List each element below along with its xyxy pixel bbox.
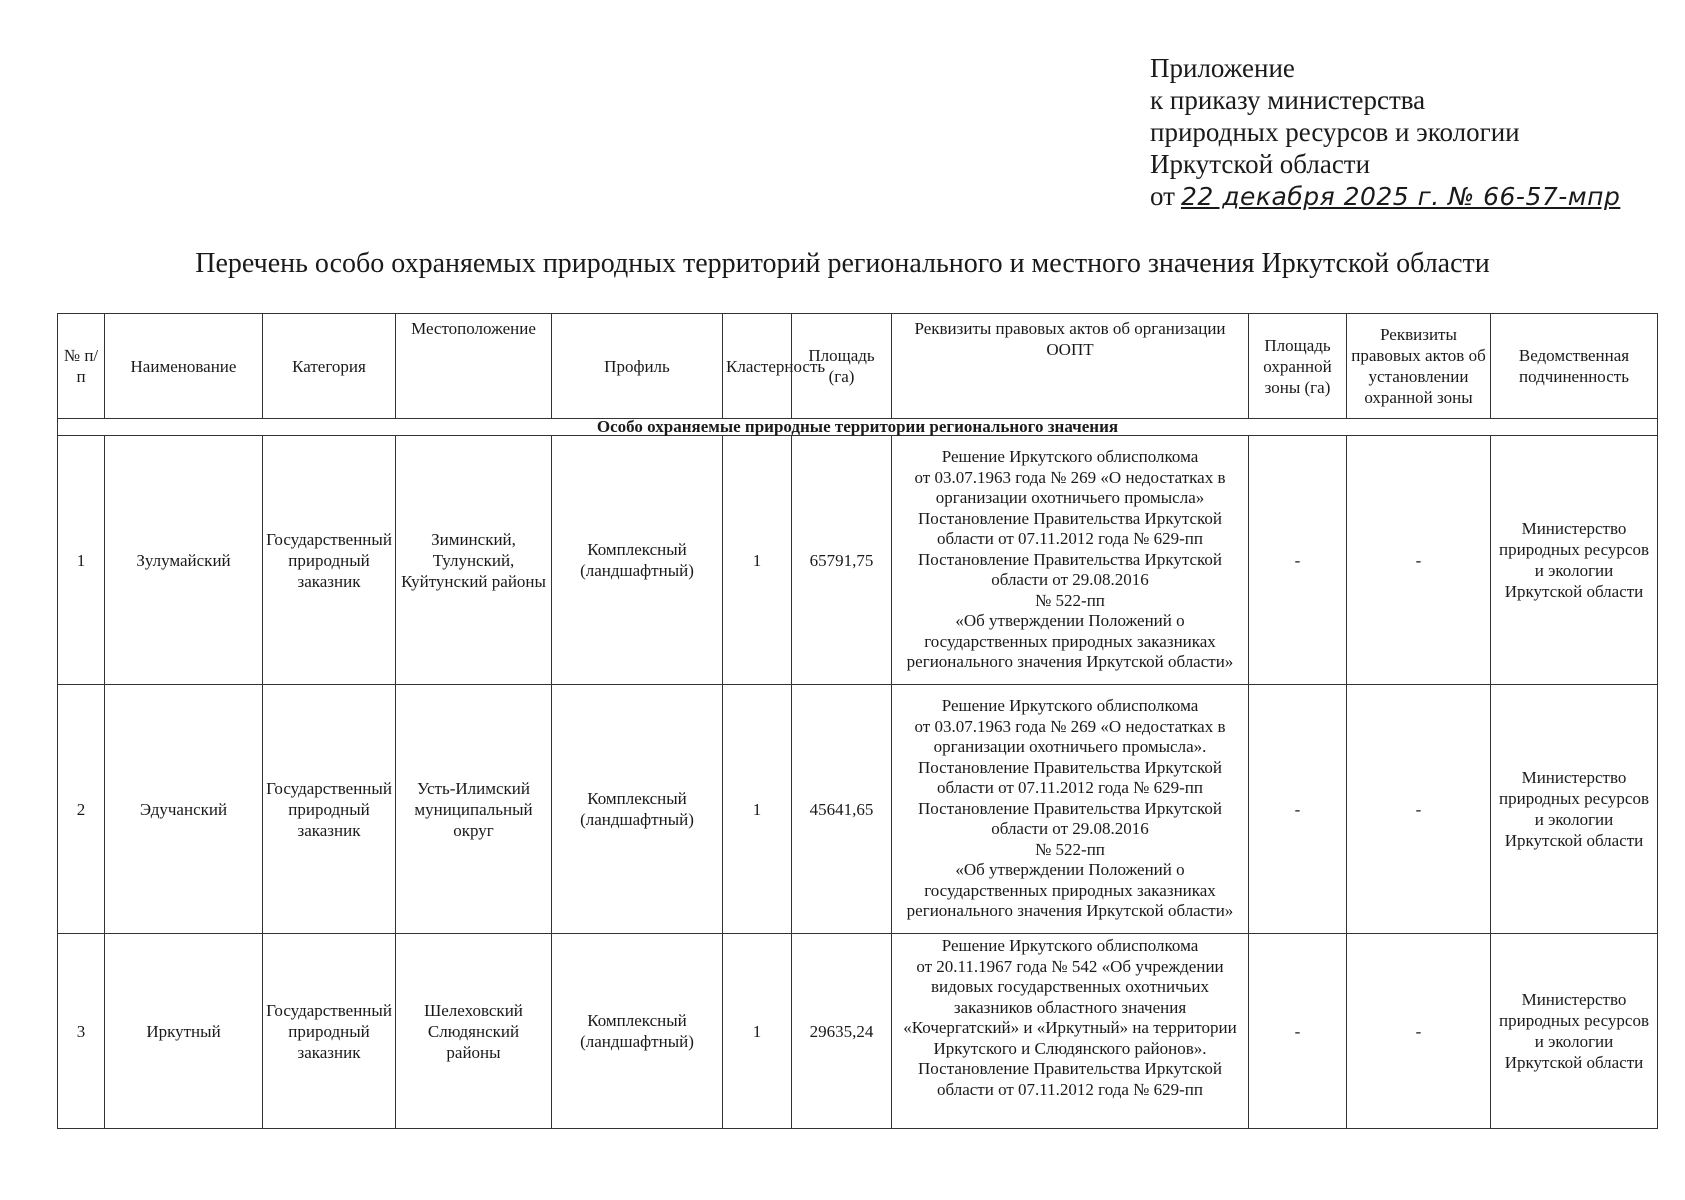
appendix-line-1: Приложение: [1150, 53, 1295, 83]
cell-subordination: Министерство природных ресурсов и экологии Иркутской области: [1491, 685, 1658, 934]
header-cluster: Кластерность: [723, 314, 792, 419]
section-row: [58, 419, 1658, 436]
header-area: Площадь (га): [792, 314, 892, 419]
appendix-date-prefix: от: [1150, 181, 1175, 211]
header-category: Категория: [263, 314, 396, 419]
cell-category: Государственный природный заказник: [263, 685, 396, 934]
cell-zone-area: -: [1249, 685, 1347, 934]
cell-name: Зулумайский: [105, 436, 263, 685]
cell-profile: Комплексный (ландшафтный): [552, 436, 723, 685]
table-row: [58, 436, 1658, 685]
cell-location: Усть-Илимский муниципальный округ: [396, 685, 552, 934]
cell-name: Иркутный: [105, 934, 263, 1129]
header-profile: Профиль: [552, 314, 723, 419]
appendix-line-2: к приказу министерства: [1150, 85, 1426, 115]
table-header-row: [58, 314, 1658, 419]
cell-location: Шелеховский Слюдянский районы: [396, 934, 552, 1129]
table-row: [58, 685, 1658, 934]
cell-zone-area: -: [1249, 934, 1347, 1129]
header-name: Наименование: [105, 314, 263, 419]
section-title: Особо охраняемые природные территории регионального значения: [58, 419, 1658, 436]
cell-zone-acts: -: [1347, 685, 1491, 934]
cell-acts: Решение Иркутского облисполкома от 03.07.1963 года № 269 «О недостатках в организации охотничьего промысла». Постановление Правительства Иркутской области от 07.11.2012 года № 629-пп Постановление Правительства Иркутской области от 29.08.2016 № 522-пп «Об утверждении Положений о государственных природных заказниках регионального значения Иркутской области»: [892, 685, 1249, 934]
cell-cluster: 1: [723, 934, 792, 1129]
appendix-line-4: Иркутской области: [1150, 149, 1371, 179]
cell-profile: Комплексный (ландшафтный): [552, 934, 723, 1129]
header-zone-area: Площадь охранной зоны (га): [1249, 314, 1347, 419]
appendix-line-3: природных ресурсов и экологии: [1150, 117, 1520, 147]
header-location: Местоположение: [396, 314, 552, 419]
cell-zone-acts: -: [1347, 934, 1491, 1129]
cell-zone-area: -: [1249, 436, 1347, 685]
handwritten-order-date: 22 декабря 2025 г. № 66-57-мпр: [1180, 182, 1621, 211]
cell-acts: Решение Иркутского облисполкома от 20.11.1967 года № 542 «Об учреждении видовых государственных охотничьих заказников областного значения «Кочергатский» и «Иркутный» на территории Иркутского и Слюдянского районов». Постановление Правительства Иркутской области от 07.11.2012 года № 629-пп: [892, 934, 1249, 1129]
cell-subordination: Министерство природных ресурсов и экологии Иркутской области: [1491, 934, 1658, 1129]
header-zone-acts: Реквизиты правовых актов об установлении охранной зоны: [1347, 314, 1491, 419]
cell-cluster: 1: [723, 685, 792, 934]
header-subordination: Ведомственная подчиненность: [1491, 314, 1658, 419]
table-row: [58, 934, 1658, 1129]
cell-num: 1: [58, 436, 105, 685]
cell-area: 65791,75: [792, 436, 892, 685]
cell-area: 29635,24: [792, 934, 892, 1129]
cell-area: 45641,65: [792, 685, 892, 934]
cell-cluster: 1: [723, 436, 792, 685]
appendix-block: [1150, 52, 1620, 213]
header-acts: Реквизиты правовых актов об организации ООПТ: [892, 314, 1249, 419]
cell-location: Зиминский, Тулунский, Куйтунский районы: [396, 436, 552, 685]
cell-zone-acts: -: [1347, 436, 1491, 685]
cell-num: 2: [58, 685, 105, 934]
appendix-line-5: [1150, 180, 1620, 213]
cell-subordination: Министерство природных ресурсов и экологии Иркутской области: [1491, 436, 1658, 685]
document-title: Перечень особо охраняемых природных территорий регионального и местного значения Иркутской области: [195, 248, 1490, 279]
cell-name: Эдучанский: [105, 685, 263, 934]
cell-num: 3: [58, 934, 105, 1129]
cell-acts: Решение Иркутского облисполкома от 03.07.1963 года № 269 «О недостатках в организации охотничьего промысла» Постановление Правительства Иркутской области от 07.11.2012 года № 629-пп Постановление Правительства Иркутской области от 29.08.2016 № 522-пп «Об утверждении Положений о государственных природных заказниках регионального значения Иркутской области»: [892, 436, 1249, 685]
header-num: № п/п: [58, 314, 105, 419]
cell-category: Государственный природный заказник: [263, 934, 396, 1129]
cell-profile: Комплексный (ландшафтный): [552, 685, 723, 934]
cell-category: Государственный природный заказник: [263, 436, 396, 685]
protected-areas-table: [57, 313, 1658, 1129]
